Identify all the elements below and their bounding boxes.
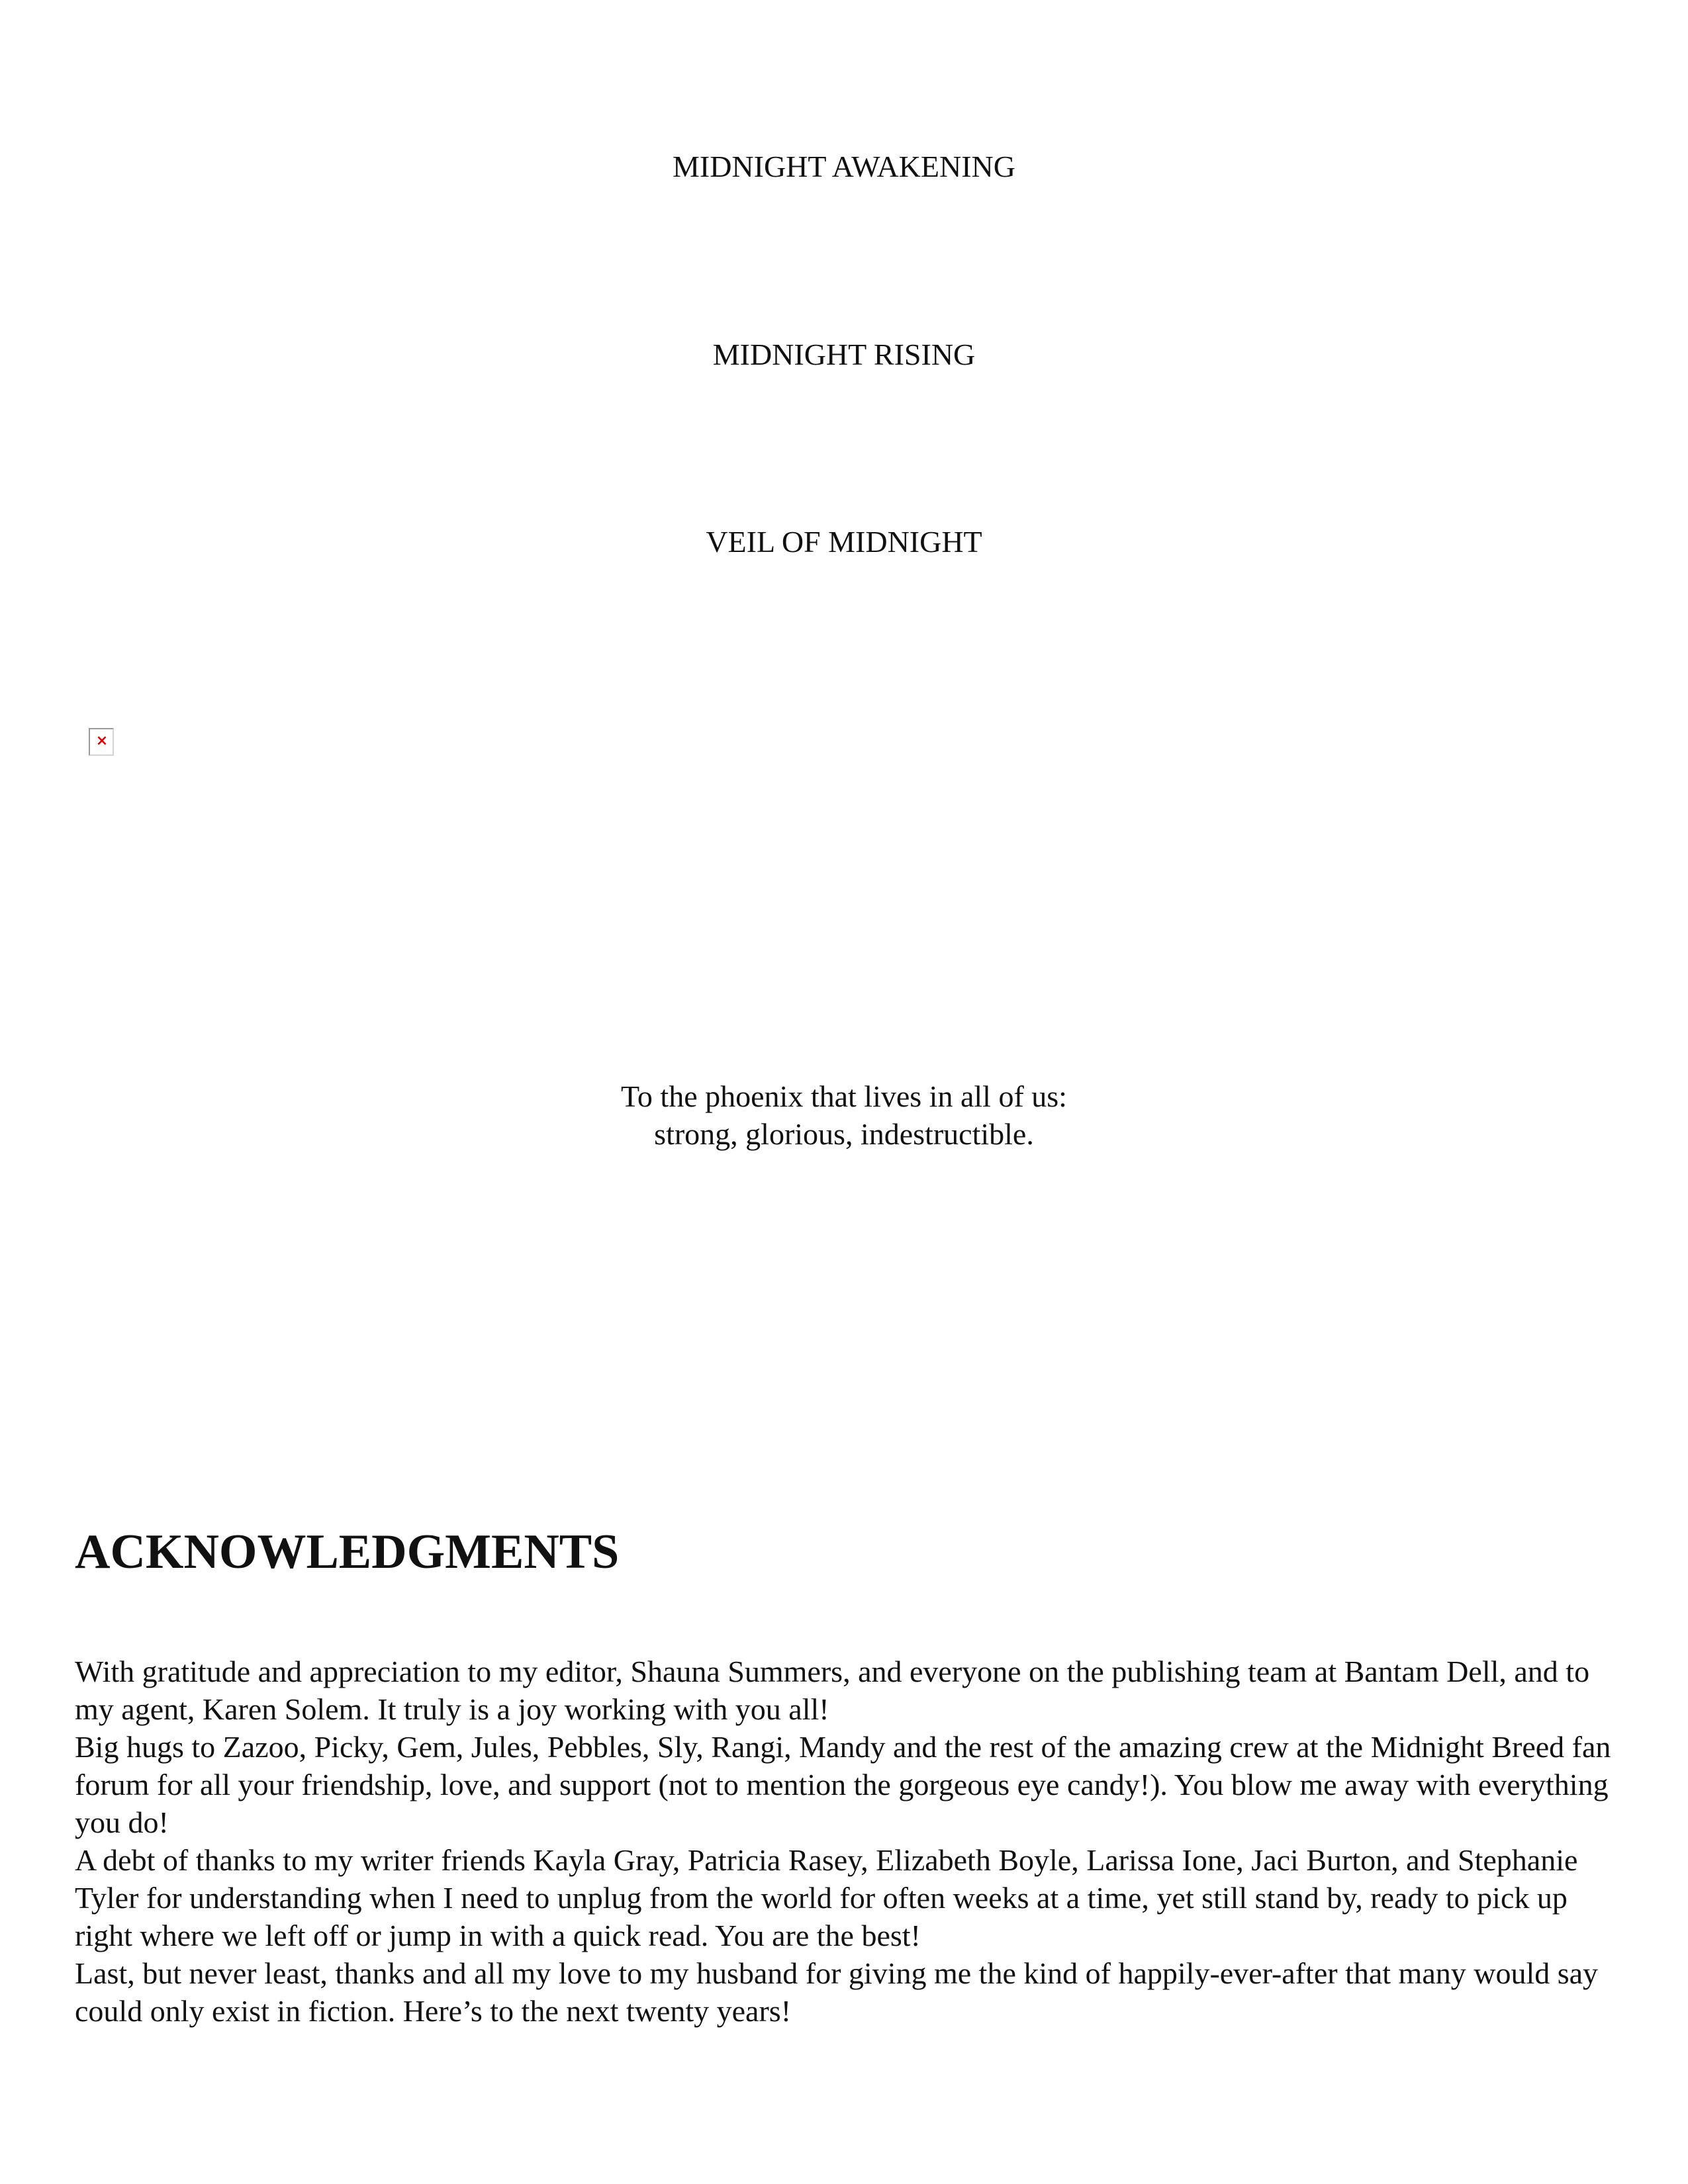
book-title-line: MIDNIGHT RISING — [712, 338, 976, 371]
acknowledgments-paragraph: With gratitude and appreciation to my editor, Shauna Summers, and everyone on the publishing team at Bantam Dell, and to my agent, Karen Solem. It truly is a joy working with you all! — [75, 1655, 1590, 1726]
dedication — [0, 1077, 1688, 1153]
dedication-line: To the phoenix that lives in all of us: — [621, 1079, 1067, 1113]
acknowledgments-heading: ACKNOWLEDGMENTS — [75, 1525, 620, 1579]
acknowledgments-paragraph: Last, but never least, thanks and all my love to my husband for giving me the kind of happily-ever-after that many would say could only exist in fiction. Here’s to the next twenty years! — [75, 1956, 1599, 2028]
dedication-line: strong, glorious, indestructible. — [654, 1117, 1034, 1151]
book-title-line: VEIL OF MIDNIGHT — [706, 525, 982, 559]
acknowledgments-paragraph: Big hugs to Zazoo, Picky, Gem, Jules, Pebbles, Sly, Rangi, Mandy and the rest of the amazing crew at the Midnight Breed fan forum for all your friendship, love, and support (not to mention the gorgeous eye candy!). You blow me away with everything you do! — [75, 1730, 1611, 1839]
acknowledgments-paragraph: A debt of thanks to my writer friends Kayla Gray, Patricia Rasey, Elizabeth Boyle, Larissa Ione, Jaci Burton, and Stephanie Tyler for understanding when I need to unplug from the world for often weeks at a time, yet still stand by, ready to pick up right where we left off or jump in with a quick read. You are the best! — [75, 1843, 1578, 1952]
broken-image-icon — [89, 728, 114, 756]
broken-image-glyph: × — [95, 733, 109, 749]
book-title-line: MIDNIGHT AWAKENING — [672, 150, 1016, 183]
acknowledgments-body — [75, 1653, 1617, 2030]
